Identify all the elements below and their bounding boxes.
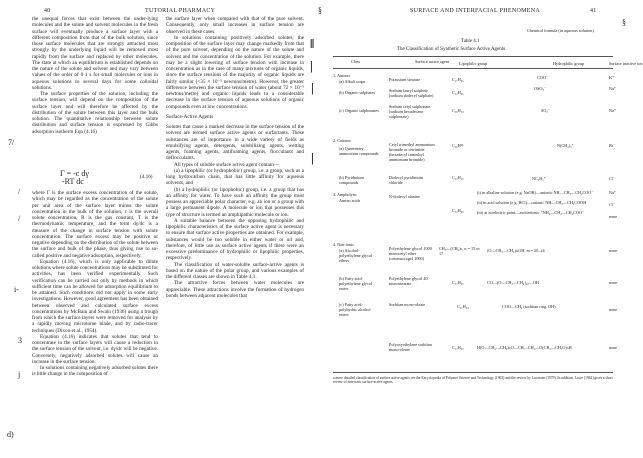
header-hydrophilic: Hydrophilic group [553,61,585,66]
table-footnote: a more detailed classification of surface active agents see the Encyclopedia of Polymer Science and Technology (1965) and the review by Lucassen (1979). In addition, Lowe (1962) gives a short review of non-ionic surface-active agents. [333,376,613,385]
surface-inactive-ion: none [609,345,618,350]
hydrophilic-group: CO—(O—CH₂—CH₂)₄₀—OH [487,280,539,285]
equation-numerator: Γ = -c dγ [60,169,89,178]
subclass-label: (b) Pyridinium compounds [339,175,364,185]
hydrophilic-group: SO₃⁻ [541,108,551,113]
margin-mark: i- [14,285,19,294]
hydrophilic-group: (O—CH₂—CH₂)ₘOH, m = 20–24 [487,248,545,253]
paragraph: Equation (4.16) indicates that solutes that tend to concentrate in the surface layers will cause a reduction in the surface tension of the solvent, i.e. dγ/dc will be negative. Conversely, negatively adsorbed solutes will cause an increase in the surface tension. [32,333,158,365]
subclass-label: (a) Alcohol-polyethylene glycol ethers [339,248,373,263]
surface-inactive-ion: none [609,214,618,219]
lipophilic-group: C₁₇H₃₅ [452,77,464,82]
agent-name: Polyoxyethylene sorbitan mono-oleate [389,342,432,352]
surface-inactive-ion: Na⁺ [609,86,617,91]
column-2 [166,16,304,299]
paragraph: The surface properties of the solution, including the surface tension, will depend on the composition of the surface layer and will therefore be affected by the distribution of the solute between this layer and the bulk solution. The quantitative relationship between solute distribution and surface tension is expressed by Gibbs adsorption isotherm Eqn (4.16) [32,91,158,135]
paragraph: (b) a hydrophilic (or lipophobic) group, i.e. a group that has an affinity for water. To have such an affinity the group must possess an appreciable polar character, e.g. an ion or a group with a large permanent dipole. A molecule or ion that possesses this type of structure is termed an amphipathic molecule or ion. [166,186,304,218]
surface-inactive-ion: none [609,280,618,285]
hydrophilic-group: (iii) at isoelectric point—zwitterionic ⁺NH₂—CH₂—CH₂COO⁻ [477,210,585,215]
class-label: 4. Non-ionic [333,242,355,247]
subclass-label: (a) Quaternary ammonium compounds [339,146,379,156]
agent-name: Polyethylene glycol 40 monostearate [389,276,428,286]
gutter-mark: | [311,80,314,95]
surface-inactive-ion: Cl⁻ [609,176,616,181]
column-1-continued [32,190,158,378]
agent-name: Sodium cetyl sulphonate (sodium hexadecane sulphonate) [389,104,431,119]
equation-number: (4.16) [140,174,153,180]
class-label: 2. Cationic [333,138,352,143]
agent-name: Cetyl trimethyl ammonium bromide or cetrimide (hexadecyl trimethyl ammonium bromide) [389,142,435,162]
subclass-label: Amino acids [339,198,361,203]
paragraph: the surface layer when compared with that of the pure solvent. Consequently, only small increases in surface tension are observed in these cases. [166,16,304,35]
hydrophilic-group: (ii) in acid solution (e.g. HCl)—cationic NH—CH₂—CH₂COOH [477,200,587,205]
gutter-mark: § [318,6,322,15]
surface-inactive-ion: K⁺ [609,75,615,80]
paragraph: The classification of water-soluble surface-active agents is based on the nature of the polar group, and various examples of the different classes are shown in Table 4.1. [166,261,304,280]
lipophilic-group: C₁₆H₃₃ [452,108,464,113]
subclass-label: (a) Alkali soaps [339,79,366,84]
agent-name: Sorbitan mono-oleate [389,302,426,307]
subclass-label: (c) Organic sulphonates [339,108,379,113]
header-class: Class [351,59,361,64]
subclass-label: (b) Organic sulphates [339,90,375,95]
paragraph: the unequal forces that exist between the under-lying molecules and the solute and solvent molecules in the fresh surface will eventually produce a surface layer with a different composition from that of the bulk solution, since those surface molecules that are strongly attracted most strongly by the underlying liquid will be removed most rapidly from the surface and replaced by other molecules. The state at which an equilibrium is established depends on the nature of the solute and solvent and may vary between values of the order of 0·1 s for small molecules or ions in aqueous solutions to several days for some colloidal solutions. [32,16,158,91]
lipophilic-group: C₁₇H₃₅ [452,280,464,285]
surface-inactive-ion: none [609,307,618,312]
paragraph: In solutions containing positively adsorbed solutes, the composition of the surface layer may change markedly from that of the pure solvent, depending on the nature of the solute and solvent and the concentration of the solution. For example, there may be a slight lowering of surface tension with increase in concentration as in the case of many mixtures of organic liquids, since the surface tensions of the majority of organic liquids are fairly similar (<35 × 10⁻³ newtons/metre). However, the greater difference between the surface tension of water (about 72 × 10⁻³ newtons/metre) and organic liquids leads to a considerable decrease in the surface tension of aqueous solutions of organic compounds even at low concentrations. [166,34,304,110]
agent-name: Polyethylene glycol 1000 monocetyl ether (cetomacrogol 1000) [389,246,432,261]
header-surface: Surface inactive ion [609,61,643,66]
lipophilic-group: C₁₇H₃₃ [457,304,469,309]
header-agent: Surface active agent [415,59,449,64]
lipophilic-group: CH₃—(CH₂)ₙ, n = 15 or 17 [439,246,480,256]
hydrophilic-group: N(CH₃)₃⁺ [557,143,574,148]
column-1 [32,16,158,135]
page-number-right: 41 [590,8,597,14]
surface-inactive-ion: none [609,248,618,253]
lipophilic-group: C₁₆H³³ [452,143,464,148]
agent-name: N-dodecyl alanine [389,194,420,199]
running-title-right: SURFACE AND INTERFACIAL PHENOMENA [410,8,540,14]
class-label: 3. Ampholytic [333,192,357,197]
agent-name: Sodium lauryl sulphate (sodium dodecyl sulphate) [389,88,434,98]
paragraph: Equation (4.16), which is only applicable to dilute solutions where solute concentrations may be substituted for activities, has been verified experimentally. Such verification can be carried out only by methods in which sufficient time can be allowed for adsorption equilibrium to be attained. Such conditions did not apply in some early investigations. However, good agreement has been obtained between observed and calculated surface excess concentrations by McBain and Swain (1936) using a trough from which the surface layers were removed for analysis by a rapidly moving microtome blade, and by radio-tracer techniques (Dixon et al., 1954). [32,258,158,334]
lipophilic-group: C₁₂H₂₅ [452,208,464,213]
paragraph: The attractive forces between water molecules are appreciable. These attractions involve the formation of hydrogen bonds between adjacent molecules that [166,280,304,299]
header-chemical-formula: Chemical formula (in aqueous solution) [527,28,594,33]
gutter-mark: | [310,58,313,73]
paragraph: where Γ is the surface excess concentration of the solute, which may be regarded as the concentration of the solute per unit area of the surface layer minus the solute concentration in the bulk of the solution, c is the overall solute concentration, R is the gas constant, T is the thermodynamic temperature, and the term dγ/dc is a measure of the change in surface tension with solute concentration. The surface excess may be positive or negative depending on the distribution of the solute between the surface and bulk of the phase, thus giving rise to so-called positive and negative adsorption, respectively. [32,190,158,259]
paragraph: All types of soluble surface active agent contain— [174,161,280,168]
agent-name: Dodecyl pyridinium chloride [389,175,423,185]
hydrophilic-group: H(O—CH₂—CH₂)ₙO—CH—CH₂—O(CH₂—CH₂O)ₙH [477,345,572,350]
subclass-label: (c) Fatty acid-polyhydric alcohol esters [339,302,371,317]
paragraph: In solutions containing negatively adsorbed solutes there is little change in the composition of [32,365,158,378]
agent-name: Potassium stearate [389,77,421,82]
running-title-left: TUTORIAL PHARMACY [145,8,216,14]
table-caption: The Classification of Synthetic Surface Active Agents [397,47,506,52]
table-title: Table 4.1 [461,39,480,44]
equation-denominator: -RT dc [62,177,84,186]
surface-inactive-ion: Na⁺ [609,108,617,113]
hydrophilic-group: (i) in alkaline solution (e.g. NaOH)—anionic NH—CH₂—CH₂COO⁻ [477,190,594,195]
margin-mark: / [18,214,21,223]
paragraph: (a) a lipophilic (or hydrophobic) group, i.e. a group, such as a long hydrocarbon chain, that has little affinity for aqueous solvents, and [166,167,304,187]
hydrophilic-group: COO⁻ [537,75,549,80]
table-4-1 [327,20,643,435]
paragraph: Solutes that cause a marked decrease in the surface tension of the solvent are termed surface active agents or surfactants. These substances are of importance in a wide variety of fields as emulsifying agents, detergents, solubilizing agents, wetting agents, foaming agents, antifoaming agents, flocculants and deflocculants. [166,124,304,162]
gutter-mark: | [311,150,314,165]
margin-mark: d) [7,430,14,439]
lipophilic-group: C₁₂H₂₅ [452,175,464,180]
page-number-left: 40 [44,8,51,14]
hydrophilic-group: NC₅H₅⁺ [532,176,546,181]
surface-inactive-ion: Br⁻ [609,143,616,148]
margin-mark: j [18,370,21,379]
gutter-mark: ǁ [310,36,315,51]
margin-mark: 3 [18,336,22,345]
surface-inactive-ion: Na⁺ [609,190,617,195]
margin-mark: 7/ [8,138,15,147]
lipophilic-group: C₁₂H₂₅ [452,90,464,95]
surface-inactive-ion: Cl⁻ [609,202,616,207]
hydrophilic-group: COO—CH₂ (sorbitan ring, OH) [502,304,556,309]
hydrophilic-group: OSO₃⁻ [534,86,547,91]
header-lipophilic: Lipophilic group [459,61,488,66]
subclass-label: (b) Fatty acid-polyethylene glycol esters [339,276,373,291]
corner-mark: § [622,18,626,27]
margin-mark: / [18,187,21,196]
paragraph: A suitable balance between the opposing hydrophilic and lipophilic characteristics of the surface active agent is necessary to ensure that surface active properties are obtained. For example, substances would be too soluble in either water or oil and, therefore, of little use as surface active agents if there were an excessive predominance of hydrophilic or lipophilic properties, respectively. [166,217,304,262]
section-heading: Surface-Active Agents [166,113,214,120]
lipophilic-group: C₁₇H₃₃ [452,345,464,350]
class-label: 1. Anionic [333,73,351,78]
